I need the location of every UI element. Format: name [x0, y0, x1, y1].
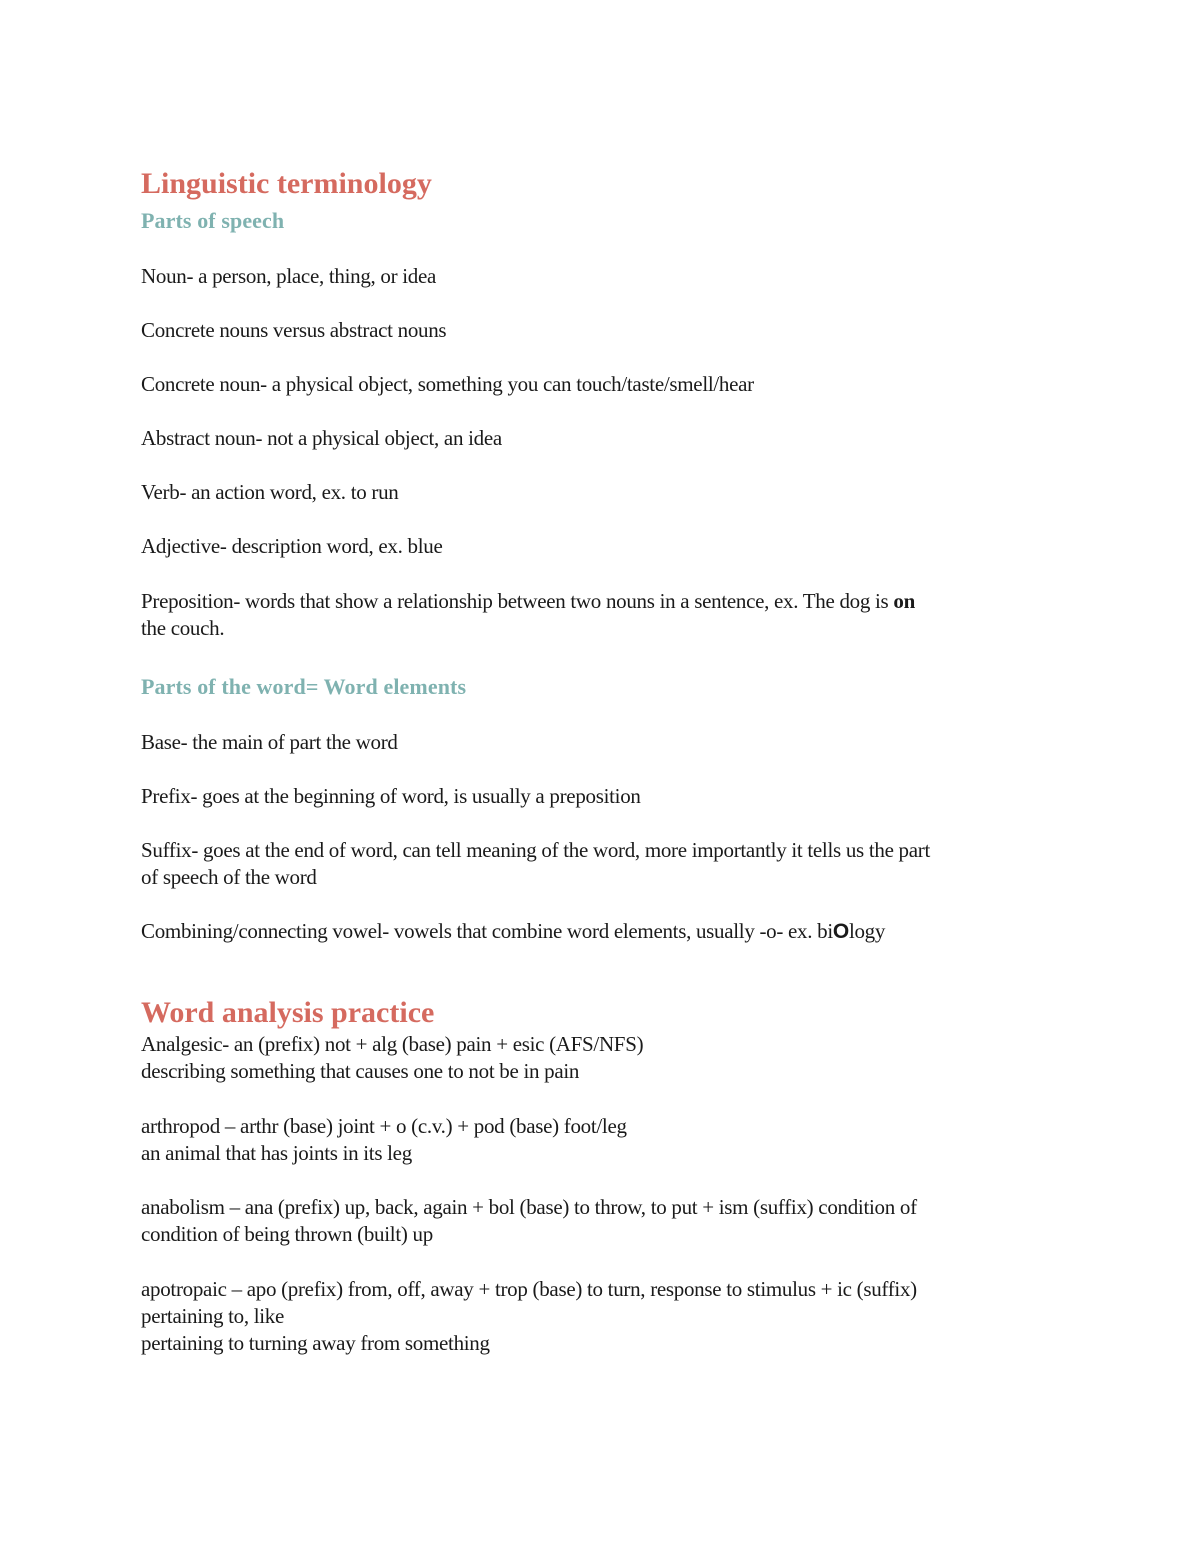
preposition-emphasis: on — [893, 589, 915, 613]
analysis-line: arthropod – arthr (base) joint + o (c.v.) + pod (base) foot/leg — [141, 1114, 627, 1138]
definition-combining-vowel — [141, 918, 1071, 945]
definition-concrete-vs-abstract: Concrete nouns versus abstract nouns — [141, 318, 447, 342]
analysis-line: condition of being thrown (built) up — [141, 1222, 433, 1246]
section-heading-word-analysis: Word analysis practice — [141, 996, 435, 1029]
analysis-entry-arthropod — [141, 1113, 1071, 1167]
combining-vowel-text: Combining/connecting vowel- vowels that combine word elements, usually -o- ex. bi — [141, 919, 833, 943]
preposition-line-2: the couch. — [141, 616, 225, 640]
analysis-line: Analgesic- an (prefix) not + alg (base) pain + esic (AFS/NFS) — [141, 1032, 644, 1056]
definition-concrete-noun: Concrete noun- a physical object, something you can touch/taste/smell/hear — [141, 372, 754, 396]
definition-preposition — [141, 588, 1071, 642]
definition-suffix — [141, 837, 1071, 891]
analysis-line: describing something that causes one to not be in pain — [141, 1059, 580, 1083]
preposition-text: Preposition- words that show a relationship between two nouns in a sentence, ex. The dog is — [141, 589, 894, 613]
suffix-line-2: of speech of the word — [141, 865, 317, 889]
definition-verb: Verb- an action word, ex. to run — [141, 480, 399, 504]
definition-base: Base- the main of part the word — [141, 730, 398, 754]
section-heading-word-elements: Parts of the word= Word elements — [141, 674, 467, 699]
analysis-entry-apotropaic — [141, 1276, 1071, 1357]
analysis-line: anabolism – ana (prefix) up, back, again + bol (base) to throw, to put + ism (suffix) condition of — [141, 1195, 917, 1219]
analysis-entry-analgesic — [141, 1031, 1071, 1085]
definition-prefix: Prefix- goes at the beginning of word, is usually a preposition — [141, 784, 641, 808]
analysis-line: apotropaic – apo (prefix) from, off, away + trop (base) to turn, response to stimulus + ic (suffix) — [141, 1277, 917, 1301]
combining-vowel-tail: logy — [848, 919, 886, 943]
definition-abstract-noun: Abstract noun- not a physical object, an idea — [141, 426, 502, 450]
analysis-line: an animal that has joints in its leg — [141, 1141, 412, 1165]
preposition-line-1 — [141, 588, 1071, 615]
page-title: Linguistic terminology — [141, 167, 432, 200]
section-heading-parts-of-speech: Parts of speech — [141, 208, 285, 233]
analysis-line: pertaining to turning away from something — [141, 1331, 490, 1355]
combining-vowel-emphasis: O — [832, 920, 849, 943]
analysis-entry-anabolism — [141, 1194, 1071, 1248]
definition-adjective: Adjective- description word, ex. blue — [141, 534, 443, 558]
suffix-line-1: Suffix- goes at the end of word, can tell meaning of the word, more importantly it tells us the part — [141, 838, 931, 862]
analysis-line: pertaining to, like — [141, 1304, 285, 1328]
definition-noun: Noun- a person, place, thing, or idea — [141, 264, 437, 288]
